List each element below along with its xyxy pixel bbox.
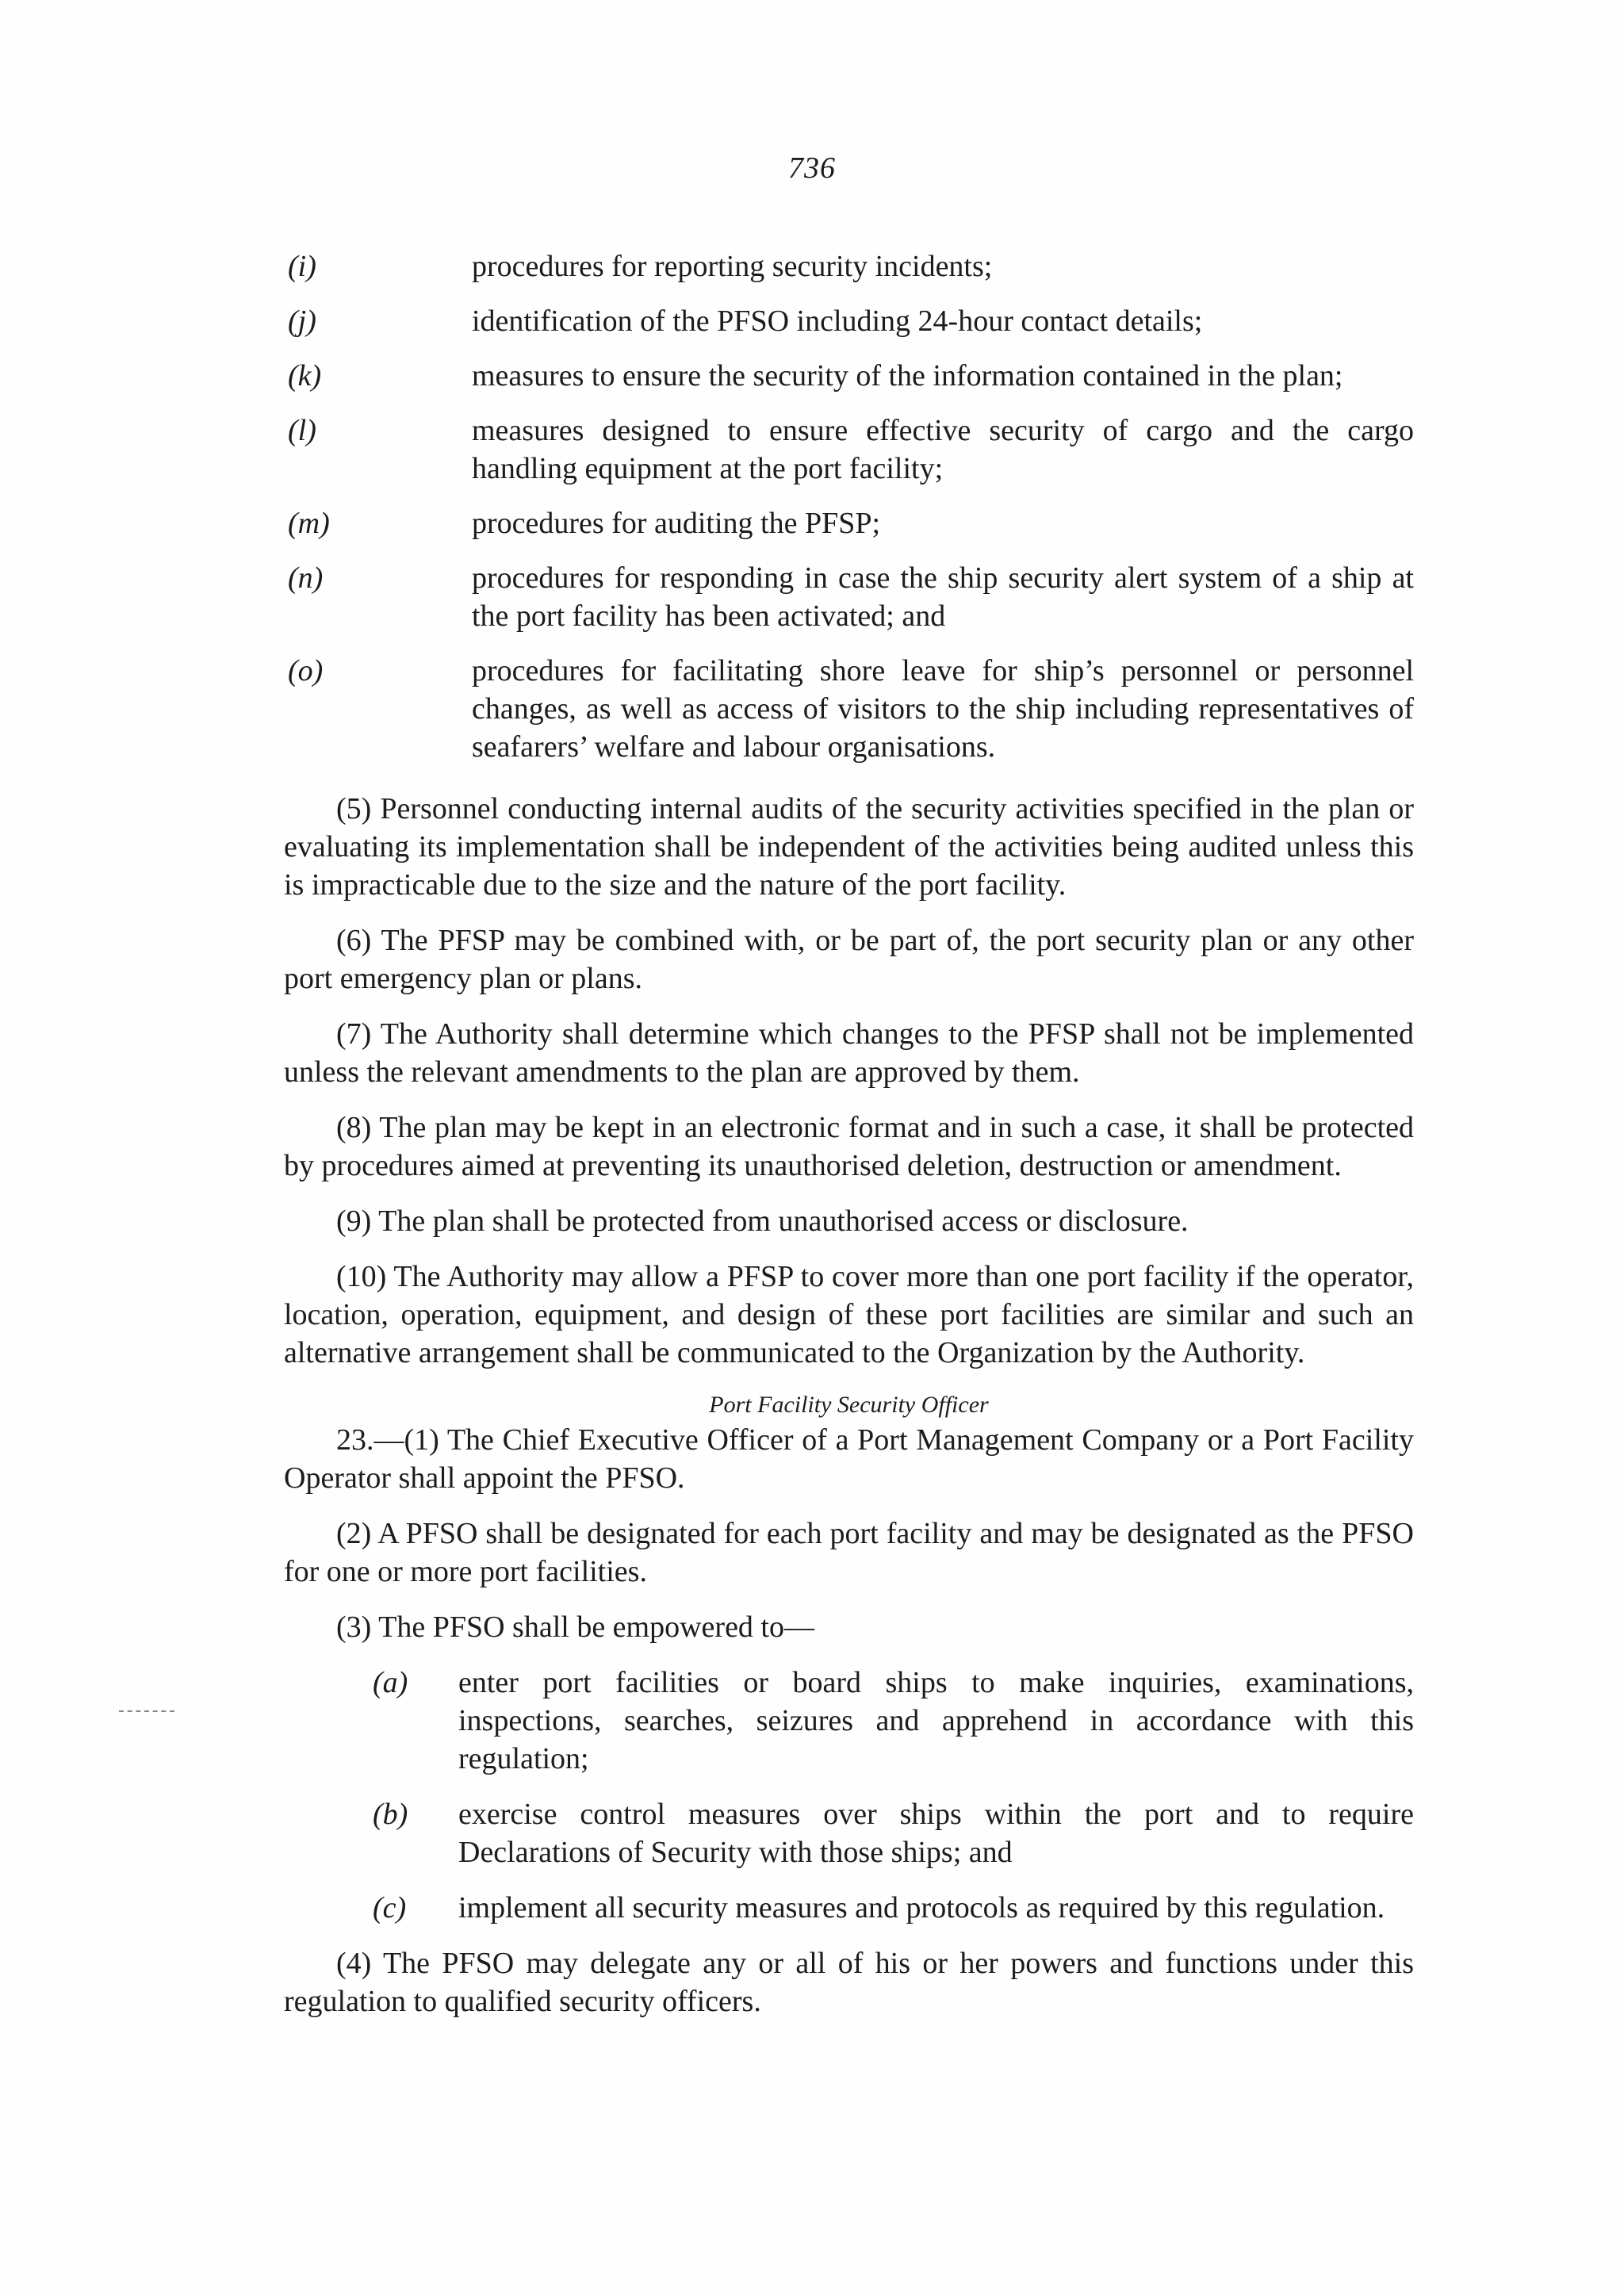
paragraph: (7) The Authority shall determine which changes to the PFSP shall not be implemented unless the relevant amendments to the plan are approved by them. [284, 1017, 1414, 1089]
document-body [284, 790, 1414, 2038]
list-item-text: enter port facilities or board ships to make inquiries, examinations, inspections, searches, seizures and apprehend in accordance with this regulation; [458, 1666, 1414, 1775]
list-item-marker: (i) [288, 250, 316, 283]
section-paragraph: (3) The PFSO shall be empowered to— [336, 1610, 814, 1644]
list-item [373, 1664, 1414, 1778]
list-item-text: exercise control measures over ships within the port and to require Declarations of Security with those ships; and [458, 1798, 1414, 1869]
paragraph: (9) The plan shall be protected from unauthorised access or disclosure. [336, 1204, 1189, 1238]
paragraph: (10) The Authority may allow a PFSP to cover more than one port facility if the operator, location, operation, equipment, and design of these port facilities are similar and such an alternative arrangement shall be communicated to the Organization by the Authority. [284, 1260, 1414, 1369]
list-item-marker: (o) [288, 654, 324, 687]
list-item [373, 1889, 1414, 1927]
list-item-marker: (c) [373, 1891, 407, 1924]
list-item-marker: (n) [288, 561, 324, 595]
list-item-text: procedures for facilitating shore leave for ship’s personnel or personnel changes, as well as access of visitors to the ship including representatives of seafarers’ welfare and labour organisations. [472, 654, 1414, 764]
list-item-marker: (m) [288, 507, 330, 540]
plan-contents-list [288, 247, 1414, 783]
list-item [288, 412, 1414, 488]
paragraph: (6) The PFSP may be combined with, or be part of, the port security plan or any other port emergency plan or plans. [284, 924, 1414, 995]
list-item-text: identification of the PFSO including 24-hour contact details; [472, 304, 1203, 338]
list-item-marker: (l) [288, 414, 316, 447]
list-item [373, 1795, 1414, 1871]
pfso-powers-list [284, 1664, 1414, 1927]
list-item [288, 247, 1414, 285]
page-number: 736 [788, 151, 836, 185]
closing-paragraph: (4) The PFSO may delegate any or all of his or her powers and functions under this regulation to qualified security officers. [284, 1947, 1414, 2018]
list-item-marker: (b) [373, 1798, 408, 1831]
paragraph: (8) The plan may be kept in an electronic format and in such a case, it shall be protected by procedures aimed at preventing its unauthorised deletion, destruction or amendment. [284, 1111, 1414, 1182]
list-item [288, 504, 1414, 542]
list-item [288, 652, 1414, 766]
list-item-marker: (a) [373, 1666, 408, 1699]
list-item-text: implement all security measures and protocols as required by this regulation. [458, 1891, 1385, 1924]
list-item-text: procedures for responding in case the ship security alert system of a ship at the port facility has been activated; and [472, 561, 1414, 633]
list-item [288, 559, 1414, 635]
section-paragraph: (2) A PFSO shall be designated for each port facility and may be designated as the PFSO for one or more port facilities. [284, 1517, 1414, 1588]
paragraph: (5) Personnel conducting internal audits of the security activities specified in the plan or evaluating its implementation shall be independent of the activities being audited unless this is impracticable due to the size and the nature of the port facility. [284, 792, 1414, 902]
list-item-marker: (k) [288, 359, 322, 393]
list-item [288, 357, 1414, 395]
list-item-text: measures designed to ensure effective security of cargo and the cargo handling equipment at the port facility; [472, 414, 1414, 485]
list-item-text: measures to ensure the security of the information contained in the plan; [472, 359, 1343, 393]
list-item-text: procedures for reporting security incidents; [472, 250, 993, 283]
list-item-marker: (j) [288, 304, 316, 338]
list-item-text: procedures for auditing the PFSP; [472, 507, 881, 540]
list-item [288, 302, 1414, 340]
section-heading: Port Facility Security Officer [709, 1392, 989, 1418]
margin-mark [119, 1710, 174, 1712]
section-paragraph: 23.—(1) The Chief Executive Officer of a Port Management Company or a Port Facility Operator shall appoint the PFSO. [284, 1423, 1414, 1495]
